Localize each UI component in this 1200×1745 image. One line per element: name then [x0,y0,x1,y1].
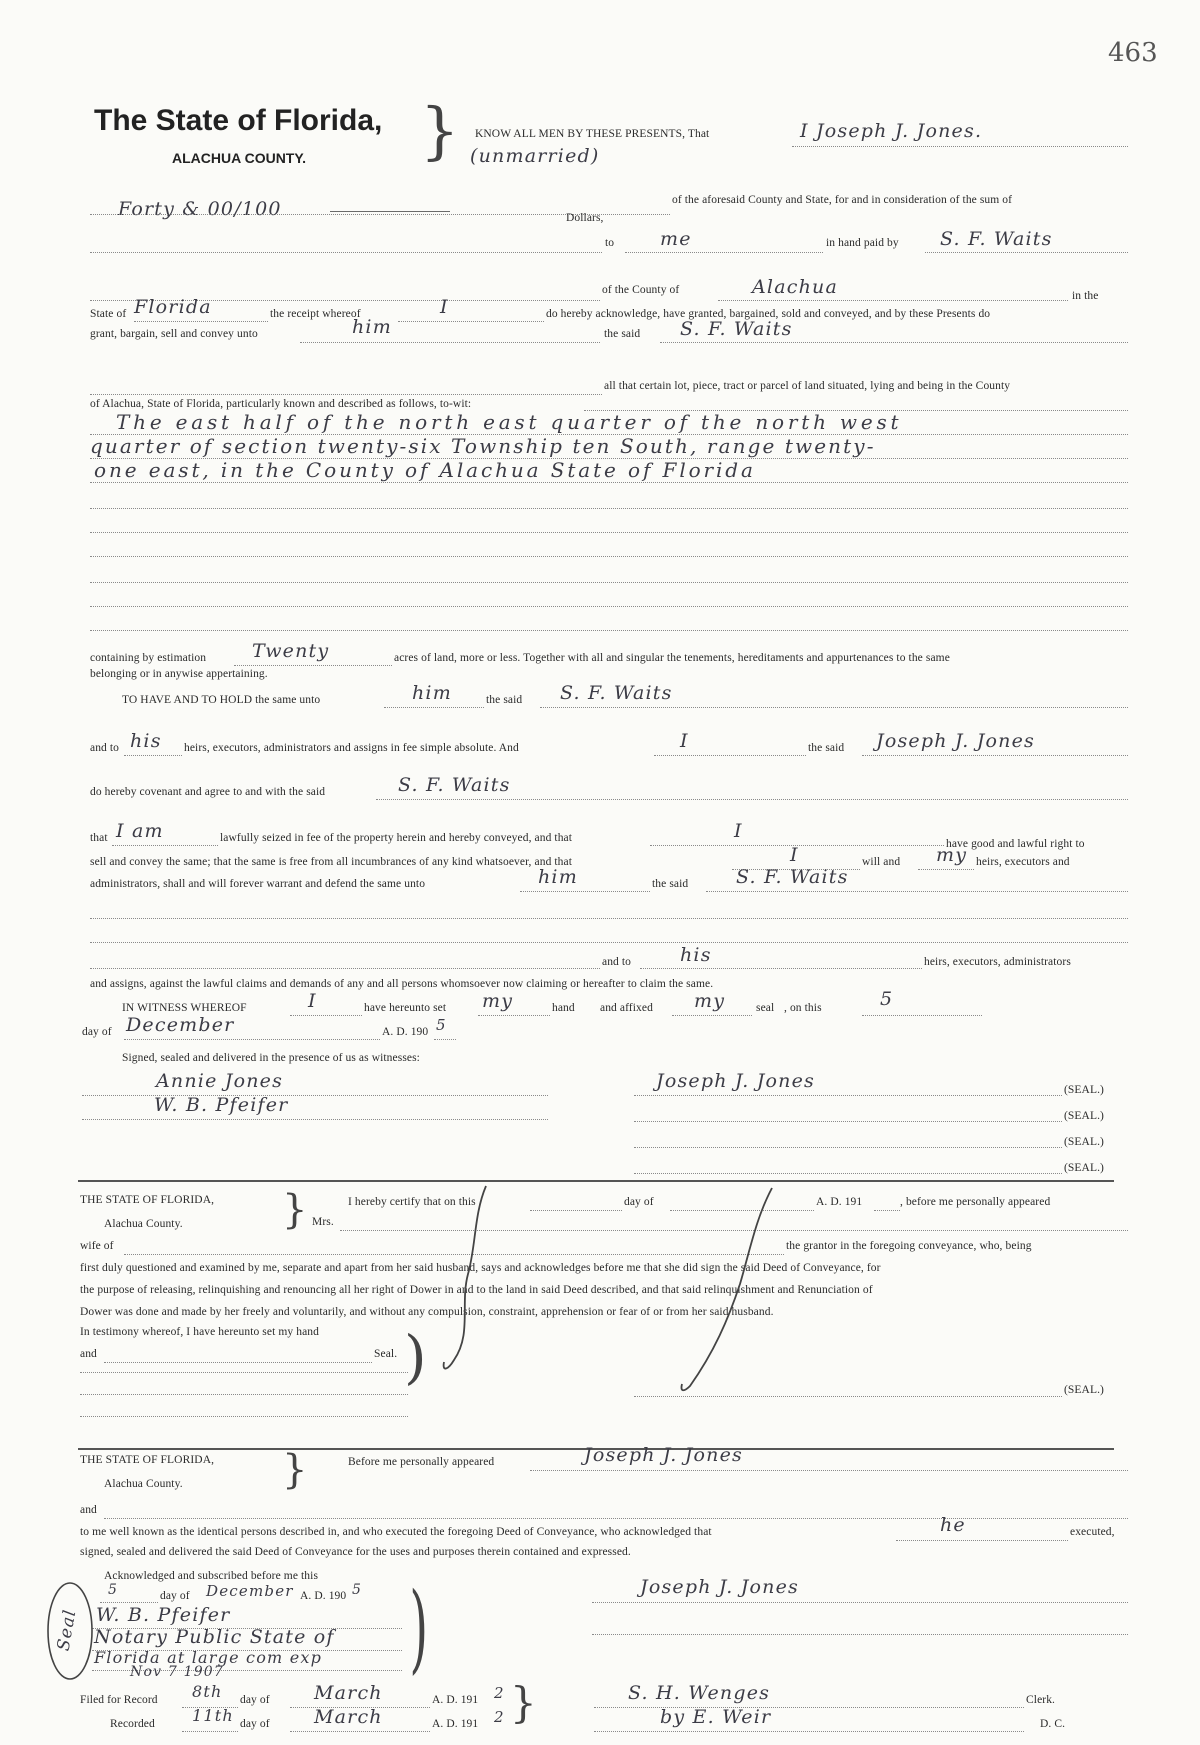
dower-certify: I hereby certify that on this [348,1196,476,1208]
dower-brace: } [282,1187,308,1233]
payee-hw: me [660,228,692,250]
seal-3: (SEAL.) [1064,1136,1104,1148]
ack-year-hw: 5 [352,1582,363,1598]
filed-day-hw: 8th [192,1682,223,1701]
ack-he-hw: he [940,1514,966,1536]
his2-hw: his [680,944,712,966]
the-said-2: the said [808,742,845,754]
seal-2: (SEAL.) [1064,1110,1104,1122]
witness-month-hw: December [126,1014,235,1036]
witness-ad-text: A. D. 190 [382,1026,429,1038]
dc-text: D. C. [1040,1718,1066,1730]
payer-hw: S. F. Waits [940,228,1053,250]
unto-hw: him [352,316,392,338]
affixed-text: and affixed [600,1002,653,1014]
dower-ad: A. D. 191 [816,1196,863,1208]
unmarried-hw: (unmarried) [470,145,600,167]
acres-hw: Twenty [252,640,330,662]
heirs-text: heirs, executors, administrators and assigns in fee simple absolute. And [184,742,519,754]
dower-p2: the purpose of releasing, relinquishing and renouncing all her right of Dower in and to the land in said Deed described, and that said relinquishment and Renunciation of [80,1284,873,1296]
warrant-grantee-hw: S. F. Waits [736,866,849,888]
ack-brace: } [282,1447,308,1493]
notary1-hw: W. B. Pfeifer [96,1604,231,1626]
state-title: The State of Florida, [94,104,383,137]
acknowledge-text: do hereby acknowledge, have granted, bargained, sold and conveyed, and by these Presents do [546,308,991,320]
in-witness-text: IN WITNESS WHEREOF [122,1002,247,1014]
heirs3-text: heirs, executors, administrators [924,956,1071,968]
witness-my2-hw: my [694,990,726,1012]
notary-seal-hw: Seal [53,1607,81,1653]
rec-day-hw: 11th [192,1706,234,1725]
witness-day-hw: 5 [880,988,894,1010]
ack-known: to me well known as the identical persons described in, and who executed the foregoing Deed of Conveyance, who acknowledged that [80,1526,712,1538]
grantor-signature-hw: Joseph J. Jones [656,1070,815,1092]
the-said-3: the said [652,878,689,890]
land-desc-hw-3: one east, in the County of Alachua State of Florida [94,458,756,482]
assigns-text: and assigns, against the lawful claims and demands of any and all persons whomsoever now claiming or hereafter to claim the same. [90,978,714,990]
sell-text: sell and convey the same; that the same is free from all incumbrances of any kind whatsoever, and that [90,856,573,868]
dower-state: THE STATE OF FLORIDA, [80,1194,215,1206]
rec-ad: A. D. 191 [432,1718,479,1730]
to-text: to [605,237,615,249]
dollars-text: Dollars, [566,212,604,224]
land-line2-text: of Alachua, State of Florida, particularly known and described as follows, to-wit: [90,398,472,410]
dower-seal-2: (SEAL.) [1064,1384,1104,1396]
paid-by-text: in hand paid by [826,237,899,249]
dower-p3: Dower was done and made by her freely and voluntarily, and without any compulsion, constraint, apprehension or fear of or from her said husband. [80,1306,774,1318]
filing-brace: } [510,1678,537,1727]
ack-executed: executed, [1070,1526,1115,1538]
receipt-hw: I [440,296,449,318]
ack-day-of: day of [160,1590,190,1602]
clerk-hw: S. H. Wenges [628,1682,771,1704]
dower-day-of: day of [624,1196,654,1208]
state-hw: Florida [134,296,212,318]
covenant-text: do hereby covenant and agree to and with the said [90,786,326,798]
covenant-grantee-hw: S. F. Waits [398,774,511,796]
ack-day-hw: 5 [108,1582,119,1598]
grant-text: grant, bargain, sell and convey unto [90,328,258,340]
grantee-hw: S. F. Waits [680,318,793,340]
dower-mrs: Mrs. [312,1216,334,1228]
filed-text: Filed for Record [80,1694,158,1706]
witness2-hw: W. B. Pfeifer [154,1094,289,1116]
rec-day-of: day of [240,1718,270,1730]
filed-day-of: day of [240,1694,270,1706]
habendum-the-said: the said [486,694,523,706]
admins-text: administrators, shall and will forever warrant and defend the same unto [90,878,426,890]
and-i-hw: I [680,730,689,752]
habendum-grantor-hw: Joseph J. Jones [876,730,1035,752]
grantor-name-hw: I Joseph J. Jones. [800,120,983,142]
ack-appeared-hw: Joseph J. Jones [584,1444,743,1466]
hand-text: hand [552,1002,575,1014]
ack-county: Alachua County. [104,1478,183,1490]
seal-on-text: seal [756,1002,775,1014]
am-hw: I am [116,820,164,842]
rec-month-hw: March [314,1706,383,1728]
of-county-text: of the aforesaid County and State, for and in consideration of the sum of [672,194,1013,206]
ack-state: THE STATE OF FLORIDA, [80,1454,215,1466]
recorded-text: Recorded [110,1718,155,1730]
know-all-text: KNOW ALL MEN BY THESE PRESENTS, That [475,128,710,140]
rec-year-hw: 2 [494,1708,505,1726]
ack-ad: A. D. 190 [300,1590,347,1602]
seal-1: (SEAL.) [1064,1084,1104,1096]
containing-label: containing by estimation [90,652,207,664]
filed-ad: A. D. 191 [432,1694,479,1706]
dower-testimony: In testimony whereof, I have hereunto set my hand [80,1326,319,1338]
header-brace: } [420,94,460,167]
habendum-grantee-hw: S. F. Waits [560,682,673,704]
ack-signed: signed, sealed and delivered the said Deed of Conveyance for the uses and purposes therein contained and expressed. [80,1546,631,1558]
ack-before-me: Before me personally appeared [348,1456,495,1468]
have-hereunto-text: have hereunto set [364,1002,447,1014]
dower-seal: Seal. [374,1348,398,1360]
the-said-text: the said [604,328,641,340]
witness1-hw: Annie Jones [156,1070,284,1092]
page-number: 463 [1108,38,1158,68]
to-have-text: TO HAVE AND TO HOLD the same unto [122,694,321,706]
that-text: that [90,832,108,844]
his-hw: his [130,730,162,752]
notary4-hw: Nov 7 1907 [130,1664,225,1680]
seized-i-hw: I [734,820,743,842]
and-to-2-text: and to [602,956,632,968]
dower-wife-of: wife of [80,1240,114,1252]
land-line1-text: all that certain lot, piece, tract or parcel of land situated, lying and being in the County [604,380,1011,392]
seal-4: (SEAL.) [1064,1162,1104,1174]
clerk-text: Clerk. [1026,1694,1056,1706]
notary-brace: ) [409,1572,429,1684]
and-to-text: and to [90,742,120,754]
witness-my-hw: my [482,990,514,1012]
day-of-text: day of [82,1026,112,1038]
witness-i-hw: I [308,990,317,1012]
ack-subscribed: Acknowledged and subscribed before me this [104,1570,319,1582]
belonging-text: belonging or in anywise appertaining. [90,668,268,680]
dower-county: Alachua County. [104,1218,183,1230]
notary2-hw: Notary Public State of [94,1626,335,1648]
witness-year-hw: 5 [436,1016,447,1034]
on-this-text: , on this [784,1002,822,1014]
notary3-hw: Florida at large com exp [94,1648,323,1667]
dower-grantor: the grantor in the foregoing conveyance, who, being [786,1240,1032,1252]
seized-text: lawfully seized in fee of the property herein and hereby conveyed, and that [220,832,573,844]
admins-hw: him [538,866,578,888]
sell-i-hw: I [790,844,799,866]
filed-year-hw: 2 [494,1684,505,1702]
amount-hw: Forty & 00/100 [118,198,282,220]
dower-before-me: , before me personally appeared [900,1196,1051,1208]
heirs2-text: heirs, executors and [976,856,1070,868]
of-county-of-text: of the County of [602,284,680,296]
dower-seal-brace: ) [404,1323,427,1391]
land-desc-hw-2: quarter of section twenty-six Township ten South, range twenty- [90,434,876,458]
deputy-hw: by E. Weir [660,1706,772,1728]
state-of-text: State of [90,308,127,320]
filed-month-hw: March [314,1682,383,1704]
ack-signature-hw: Joseph J. Jones [640,1576,799,1598]
will-and-text: will and [862,856,901,868]
have-good-text: have good and lawful right to [946,838,1085,850]
county-title: ALACHUA COUNTY. [172,150,307,166]
in-the-text: in the [1072,290,1099,302]
county-hw: Alachua [752,276,838,298]
ack-and: and [80,1504,97,1516]
dower-and: and [80,1348,97,1360]
my-hw: my [936,844,968,866]
dower-p1: first duly questioned and examined by me, separate and apart from her said husband, says and acknowledges before me that she did sign the said Deed of Conveyance, for [80,1262,881,1274]
signed-text: Signed, sealed and delivered in the presence of us as witnesses: [122,1052,420,1064]
land-desc-hw-1: The east half of the north east quarter of the north west [116,410,903,434]
ack-month-hw: December [206,1582,294,1600]
containing-rest: acres of land, more or less. Together with all and singular the tenements, hereditaments and appurtenances to the same [394,652,950,664]
receipt-text: the receipt whereof [270,308,361,320]
habendum-unto-hw: him [412,682,452,704]
